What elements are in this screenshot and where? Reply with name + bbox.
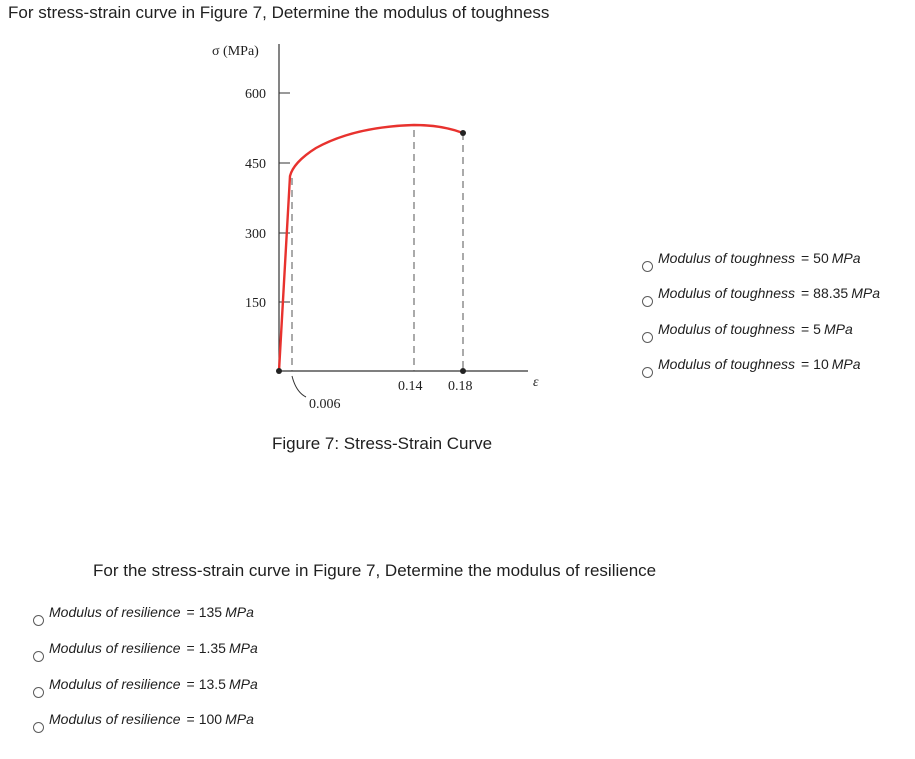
option-equals: =	[186, 711, 195, 727]
option-value: 135	[198, 604, 223, 620]
y-tick-label: 450	[245, 157, 266, 172]
y-axis-label: σ (MPa)	[212, 44, 259, 59]
radio-button[interactable]	[33, 687, 44, 698]
toughness-option-3[interactable]	[642, 318, 853, 340]
y-tick-450	[245, 157, 290, 172]
option-label: Modulus of toughness	[658, 285, 795, 301]
origin-point	[276, 368, 282, 374]
x-tick-leader-0.006	[292, 376, 306, 397]
radio-button[interactable]	[642, 261, 653, 272]
y-tick-label: 600	[245, 87, 266, 102]
point-0.18	[460, 368, 466, 374]
stress-strain-curve	[279, 125, 463, 371]
option-equals: =	[186, 604, 195, 620]
option-value: 88.35	[813, 285, 849, 301]
radio-button[interactable]	[642, 367, 653, 378]
x-axis-symbol: ε	[533, 375, 539, 390]
question-1-title: For stress-strain curve in Figure 7, Determine the modulus of toughness	[8, 3, 550, 22]
option-equals: =	[800, 250, 810, 266]
y-tick-label: 300	[245, 227, 266, 242]
figure-caption: Figure 7: Stress-Strain Curve	[272, 434, 493, 453]
toughness-option-1[interactable]	[642, 247, 861, 269]
option-unit: MPa	[228, 676, 258, 692]
option-value: 5	[813, 321, 821, 337]
option-equals: =	[186, 676, 195, 692]
option-unit: MPa	[228, 640, 258, 656]
option-value: 10	[813, 356, 829, 372]
option-value: 13.5	[198, 676, 226, 692]
x-tick-label-0.006: 0.006	[309, 397, 341, 412]
option-value: 50	[813, 250, 829, 266]
option-label: Modulus of resilience	[49, 640, 181, 656]
option-label: Modulus of toughness	[658, 250, 795, 266]
question-2-title: For the stress-strain curve in Figure 7, Determine the modulus of resilience	[93, 561, 657, 580]
y-tick-label: 150	[245, 296, 266, 311]
option-unit: MPa	[831, 250, 861, 266]
option-unit: MPa	[225, 711, 254, 727]
fracture-point	[460, 130, 466, 136]
resilience-option-2[interactable]	[33, 637, 258, 659]
radio-button[interactable]	[642, 332, 653, 343]
option-equals: =	[800, 321, 810, 337]
toughness-option-4[interactable]	[642, 353, 861, 375]
radio-button[interactable]	[642, 296, 653, 307]
option-label: Modulus of resilience	[49, 604, 181, 620]
option-equals: =	[186, 640, 195, 656]
x-tick-label-0.18: 0.18	[448, 379, 473, 394]
x-tick-label-0.14: 0.14	[398, 379, 423, 394]
option-unit: MPa	[225, 604, 254, 620]
option-label: Modulus of resilience	[49, 711, 181, 727]
option-unit: MPa	[851, 285, 881, 301]
option-unit: MPa	[831, 356, 861, 372]
option-equals: =	[800, 356, 810, 372]
option-label: Modulus of toughness	[658, 356, 795, 372]
option-label: Modulus of resilience	[49, 676, 181, 692]
radio-button[interactable]	[33, 651, 44, 662]
y-tick-300	[245, 227, 290, 242]
option-value: 100	[198, 711, 223, 727]
option-value: 1.35	[198, 640, 226, 656]
resilience-option-1[interactable]	[33, 601, 254, 623]
y-tick-600	[245, 87, 290, 102]
toughness-option-2[interactable]	[642, 282, 880, 304]
radio-button[interactable]	[33, 722, 44, 733]
resilience-option-4[interactable]	[33, 708, 254, 730]
option-unit: MPa	[823, 321, 853, 337]
resilience-option-3[interactable]	[33, 673, 258, 695]
radio-button[interactable]	[33, 615, 44, 626]
option-label: Modulus of toughness	[658, 321, 795, 337]
option-equals: =	[800, 285, 810, 301]
